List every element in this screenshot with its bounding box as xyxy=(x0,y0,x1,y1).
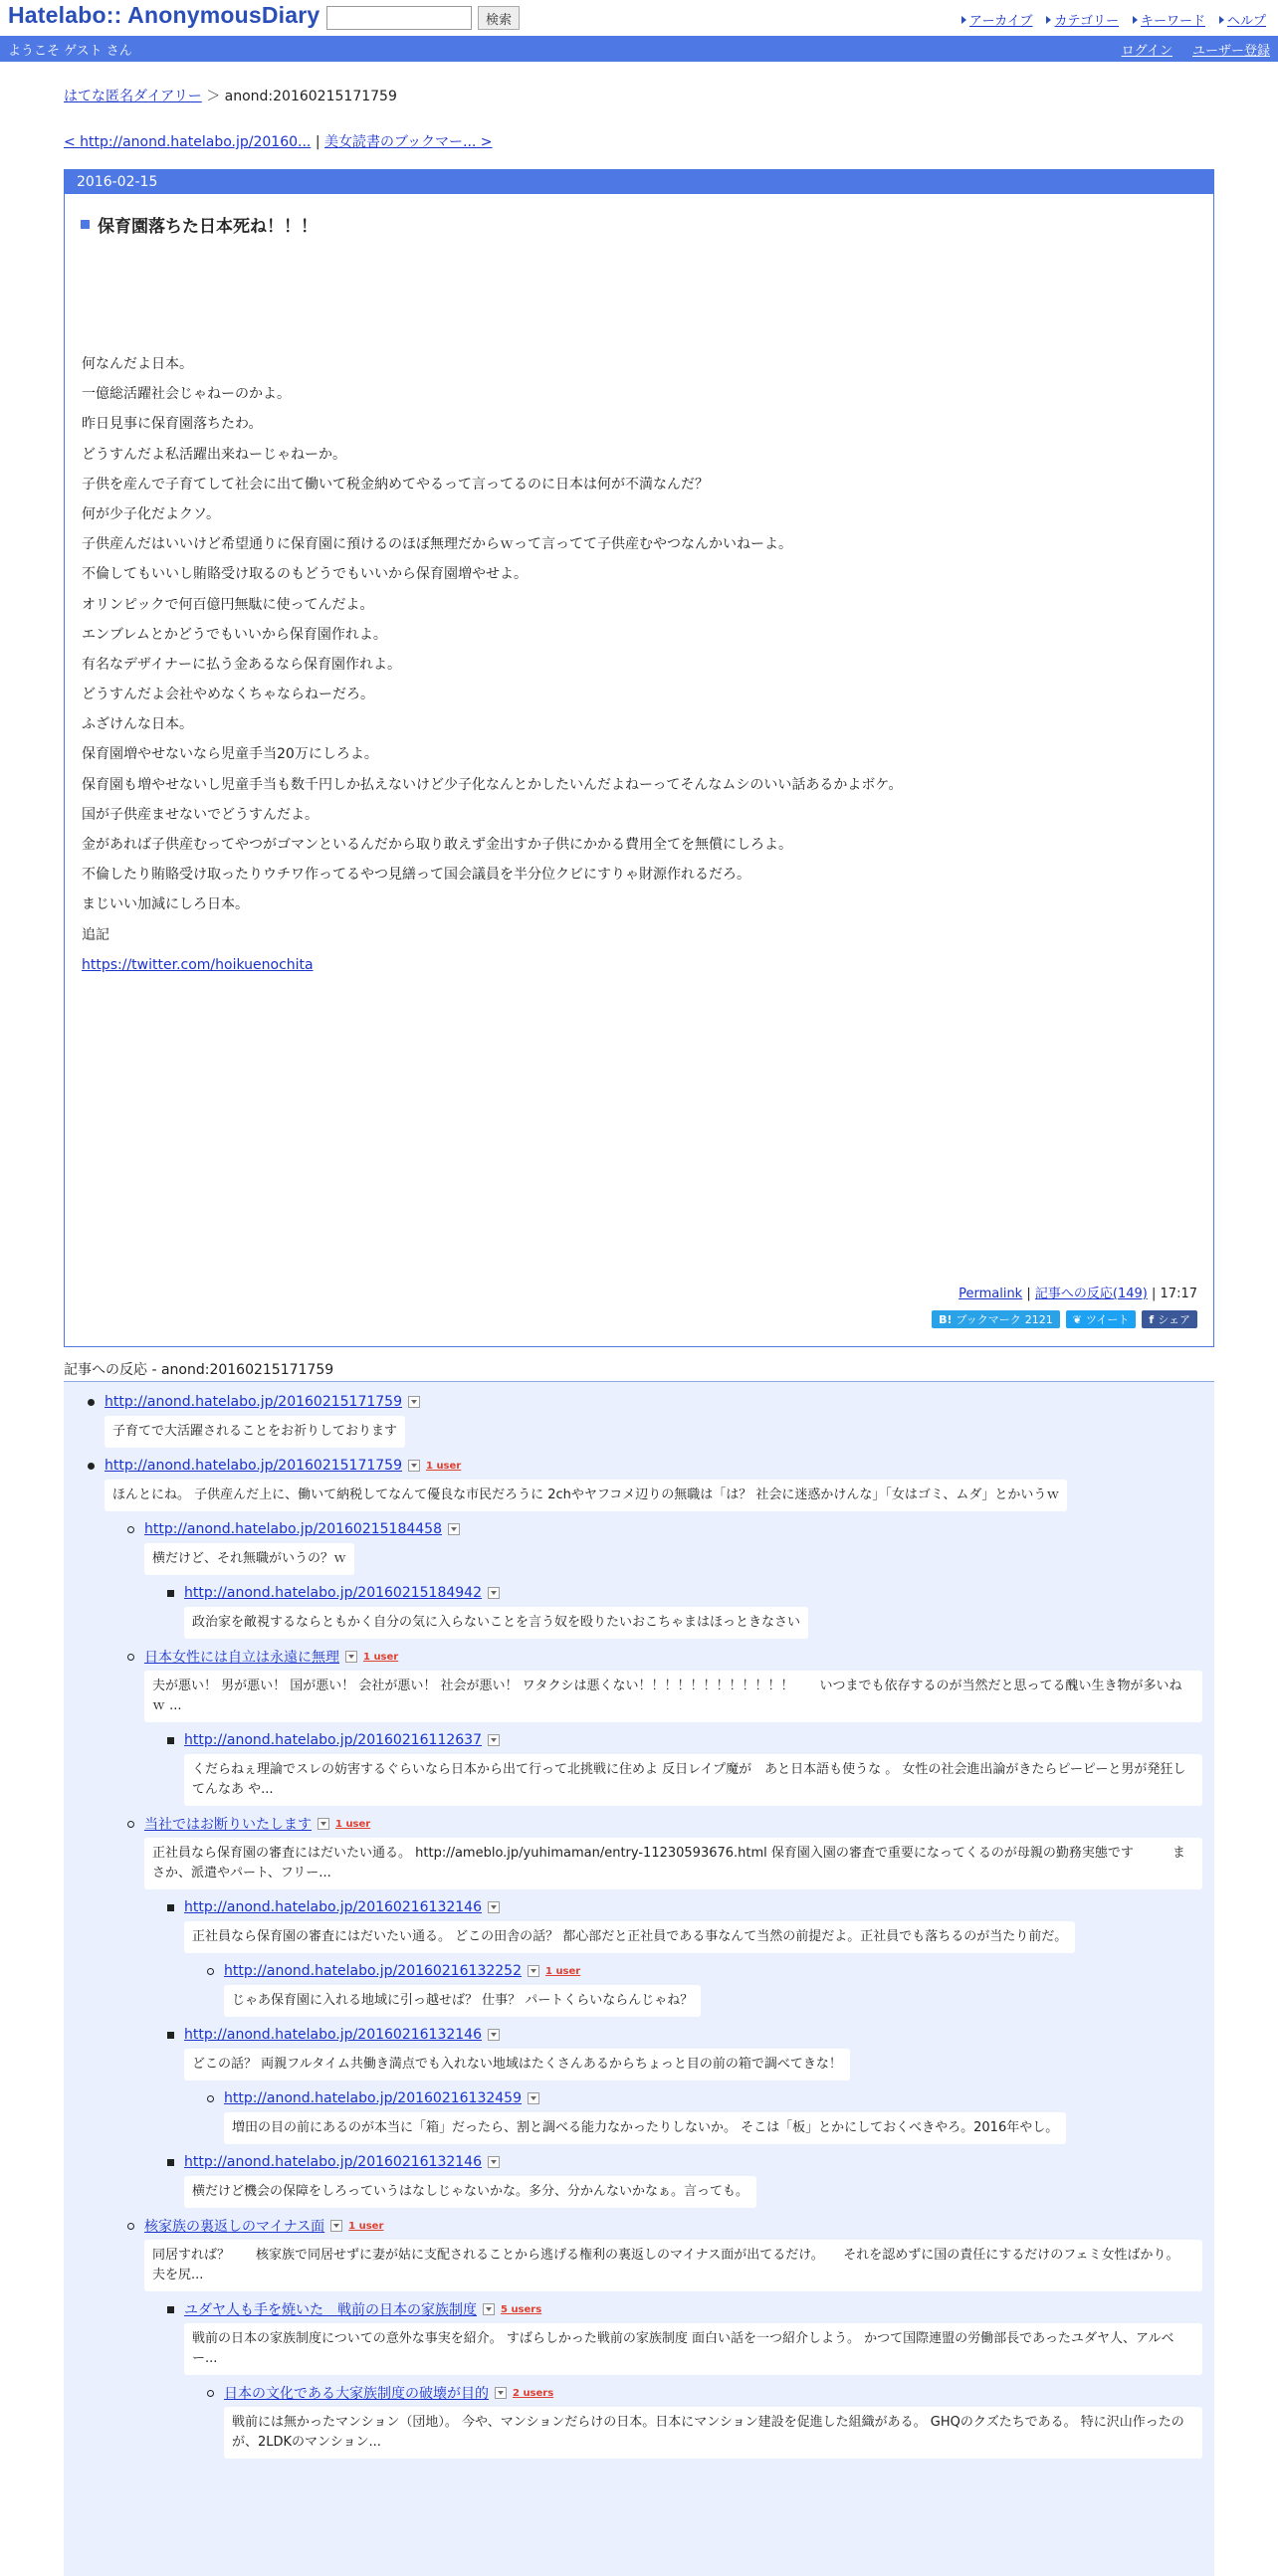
reaction-line xyxy=(224,2086,1214,2110)
square-icon[interactable] xyxy=(81,220,90,229)
reaction-snippet: 正社員なら保育園の審査にはだいたい通る。 どこの田舎の話？ 都心部だと正社員である事なんて当然の前提だよ。正社員でも落ちるのが当たり前だ。 xyxy=(184,1921,1075,1953)
bullet xyxy=(207,1968,214,1975)
entry-line: どうすんだよ私活躍出来ねーじゃねーか。 xyxy=(82,446,346,463)
entry-line: どうすんだよ会社やめなくちゃならねーだろ。 xyxy=(82,687,374,703)
reaction-line xyxy=(184,1581,1214,1605)
bullet xyxy=(127,1821,134,1828)
reaction-snippet: 増田の目の前にあるのが本当に「箱」だったら、割と調べる能力なかったりしないか。 そこは「板」とかにしておくべきやろ。2016年やし。 xyxy=(224,2112,1066,2144)
entry-line: 何なんだよ日本。 xyxy=(82,356,193,372)
arrow-icon xyxy=(961,16,966,24)
nav-archive[interactable] xyxy=(961,10,1033,29)
reaction-line xyxy=(144,1812,1214,1836)
bullet xyxy=(167,1737,174,1744)
footer-separator: | xyxy=(1152,1287,1157,1301)
reaction-snippet: 夫が悪い！ 男が悪い！ 国が悪い！ 会社が悪い！ 社会が悪い！ ワタクシは悪くない！！！！！！！！！！！！ いつまでも依存するのが当然だと思ってる醜い生き物が多いねｗ ... xyxy=(144,1671,1202,1722)
bookmark-users-badge[interactable]: 1 user xyxy=(363,1651,399,1663)
hatena-bookmark-button[interactable] xyxy=(932,1310,1060,1328)
bullet xyxy=(88,1399,95,1406)
breadcrumb-separator: ＞ xyxy=(206,89,221,104)
dropdown-icon[interactable] xyxy=(318,1818,329,1830)
reaction-item xyxy=(64,1390,1214,1448)
entry-title-text: 保育園落ちた日本死ね！！！ xyxy=(98,217,318,237)
reaction-line xyxy=(224,1959,1214,1983)
reaction-line xyxy=(105,1390,1214,1414)
reaction-link[interactable]: http://anond.hatelabo.jp/20160215184942 xyxy=(184,1585,482,1601)
reaction-snippet: 正社員なら保育園の審査にはだいたい通る。 http://ameblo.jp/yuhimaman/entry-11230593676.html 保育園入園の審査で重要になってくるのが母親の勤務実態です まさか、派遣やパート、フリー... xyxy=(144,1838,1202,1889)
nav-category[interactable] xyxy=(1046,10,1118,29)
bookmark-users-badge[interactable]: 1 user xyxy=(545,1965,581,1977)
search-input[interactable] xyxy=(326,6,472,30)
entry-line xyxy=(82,955,1213,985)
dropdown-icon[interactable] xyxy=(488,1901,500,1913)
reaction-item xyxy=(64,1517,1214,1575)
tweet-label: ツイート xyxy=(1085,1313,1130,1326)
welcome-bar xyxy=(0,36,1278,62)
prev-next-nav xyxy=(64,131,1214,151)
register-link[interactable]: ユーザー登録 xyxy=(1191,43,1270,59)
reaction-line xyxy=(144,1517,1214,1541)
reaction-snippet: どこの話？ 両親フルタイム共働き満点でも入れない地域はたくさんあるからちょっと目の前の箱で調べてきな！ xyxy=(184,2049,850,2081)
reaction-item xyxy=(64,1454,1214,1511)
reaction-snippet: じゃあ保育園に入れる地域に引っ越せば？ 仕事？ パートくらいならんじゃね？ xyxy=(224,1985,701,2017)
entry-line: 子供産んだはいいけど希望通りに保育園に預けるのほぼ無理だからｗって言ってて子供産むやつなんかいねーよ。 xyxy=(82,536,792,553)
reaction-link[interactable]: http://anond.hatelabo.jp/20160216132146 xyxy=(184,2154,482,2170)
bullet xyxy=(127,1654,134,1661)
dropdown-icon[interactable] xyxy=(408,1460,420,1472)
dropdown-icon[interactable] xyxy=(495,2387,507,2399)
reaction-item xyxy=(64,2150,1214,2208)
main-content xyxy=(64,86,1214,2576)
bullet xyxy=(88,1463,95,1470)
reaction-link[interactable]: http://anond.hatelabo.jp/20160216132459 xyxy=(224,2090,522,2106)
entry-line: 何が少子化だよクソ。 xyxy=(82,505,221,522)
reaction-item xyxy=(64,2214,1214,2291)
nav-category-link[interactable]: カテゴリー xyxy=(1054,14,1119,29)
reaction-link[interactable]: 日本の文化である大家族制度の破壊が目的 xyxy=(224,2386,489,2402)
welcome-text: ようこそ ゲスト さん xyxy=(8,43,132,59)
login-link[interactable]: ログイン xyxy=(1121,43,1172,59)
share-label: シェア xyxy=(1158,1313,1190,1326)
breadcrumb xyxy=(64,86,1214,105)
entry-line: 追記 xyxy=(82,926,109,943)
nav-keyword-link[interactable]: キーワード xyxy=(1140,14,1205,29)
breadcrumb-home[interactable]: はてな匿名ダイアリー xyxy=(64,89,202,104)
bullet xyxy=(127,1526,134,1533)
hatena-bookmark-icon: B! xyxy=(939,1312,953,1326)
reaction-item xyxy=(64,2297,1214,2375)
reaction-link[interactable]: http://anond.hatelabo.jp/20160216132146 xyxy=(184,2027,482,2043)
bullet xyxy=(167,2306,174,2313)
reaction-snippet: 横だけど機会の保障をしろっていうはなしじゃないかな。多分、分かんないかなぁ。言っても。 xyxy=(184,2176,756,2208)
nav-help[interactable] xyxy=(1219,10,1266,29)
reaction-link[interactable]: http://anond.hatelabo.jp/20160215184458 xyxy=(144,1521,442,1537)
reaction-line xyxy=(144,2214,1214,2238)
reaction-item xyxy=(64,1812,1214,1889)
nav-keyword[interactable] xyxy=(1133,10,1205,29)
next-entry-link[interactable]: 美女読書のブックマー... > xyxy=(323,134,493,150)
bullet xyxy=(207,2390,214,2397)
entry-line: 子供を産んで子育てして社会に出て働いて税金納めてやるって言ってるのに日本は何が不満なんだ？ xyxy=(82,476,709,493)
reaction-line xyxy=(184,2023,1214,2047)
entry-line: 一億総活躍社会じゃねーのかよ。 xyxy=(82,386,291,403)
dropdown-icon[interactable] xyxy=(345,1651,357,1663)
reaction-line xyxy=(184,1895,1214,1919)
reaction-item xyxy=(64,2086,1214,2144)
entry-time: 17:17 xyxy=(1160,1287,1197,1301)
bookmark-label: ブックマーク xyxy=(956,1313,1021,1326)
breadcrumb-current: anond:20160215171759 xyxy=(224,89,397,104)
dropdown-icon[interactable] xyxy=(488,2156,500,2168)
facebook-share-button[interactable] xyxy=(1142,1310,1197,1328)
reaction-link[interactable]: http://anond.hatelabo.jp/20160215171759 xyxy=(105,1394,402,1410)
bullet xyxy=(167,1590,174,1597)
entry-line: まじいい加減にしろ日本。 xyxy=(82,896,249,913)
site-logo[interactable]: Hatelabo:: AnonymousDiary xyxy=(8,2,320,28)
bookmark-count: 2121 xyxy=(1024,1312,1053,1326)
entry-line: 有名なデザイナーに払う金あるなら保育園作れよ。 xyxy=(82,656,402,673)
reaction-link[interactable]: 核家族の裏返しのマイナス面 xyxy=(144,2219,325,2235)
arrow-icon xyxy=(1133,16,1138,24)
entry-line: 保育園増やせないなら児童手当20万にしろよ。 xyxy=(82,746,378,763)
reaction-line xyxy=(184,2150,1214,2174)
entry-body xyxy=(82,354,1213,985)
bookmark-users-badge[interactable]: 1 user xyxy=(335,1818,371,1830)
reactions-link[interactable]: 記事への反応(149) xyxy=(1034,1287,1148,1301)
reaction-item xyxy=(64,2023,1214,2081)
dropdown-icon[interactable] xyxy=(330,2220,342,2232)
reaction-snippet: 子育てで大活躍されることをお祈りしております xyxy=(105,1416,405,1448)
reaction-snippet: 同居すれば？ 核家族で同居せずに妻が姑に支配されることから逃げる権利の裏返しのマイナス面が出てるだけ。 それを認めずに国の責任にするだけのフェミ女性ばかり。 夫を尻... xyxy=(144,2240,1202,2291)
reaction-link[interactable]: http://anond.hatelabo.jp/20160216132252 xyxy=(224,1963,522,1979)
reaction-link[interactable]: http://anond.hatelabo.jp/20160216132146 xyxy=(184,1899,482,1915)
entry-title xyxy=(81,212,1213,237)
footer-separator: | xyxy=(1026,1287,1031,1301)
entry-line: ふざけんな日本。 xyxy=(82,716,193,733)
twitter-bird-icon: ❦ xyxy=(1072,1312,1082,1326)
reaction-link[interactable]: ユダヤ人も手を焼いた 戦前の日本の家族制度 xyxy=(184,2302,477,2318)
permalink[interactable]: Permalink xyxy=(958,1287,1023,1301)
arrow-icon xyxy=(1046,16,1051,24)
reaction-item xyxy=(64,1728,1214,1806)
dropdown-icon[interactable] xyxy=(528,2092,539,2104)
twitter-link[interactable]: https://twitter.com/hoikuenochita xyxy=(82,956,314,973)
bullet xyxy=(167,2032,174,2039)
entry-line: 昨日見事に保育園落ちたわ。 xyxy=(82,416,263,433)
bookmark-users-badge[interactable]: 2 users xyxy=(513,2387,554,2399)
share-buttons xyxy=(932,1310,1197,1328)
entry-line: 不倫したり賄賂受け取ったりウチワ作ってるやつ見繕って国会議員を半分位クビにすりゃ財源作れるだろ。 xyxy=(82,867,750,884)
reaction-snippet: 政治家を敵視するならともかく自分の気に入らないことを言う奴を殴りたいおこちゃまはほっときなさい xyxy=(184,1607,808,1639)
bullet xyxy=(127,2223,134,2230)
reaction-item xyxy=(64,2381,1214,2459)
reaction-item xyxy=(64,1645,1214,1722)
bookmark-users-badge[interactable]: 5 users xyxy=(501,2303,542,2315)
reaction-link[interactable]: http://anond.hatelabo.jp/20160216112637 xyxy=(184,1732,482,1748)
bookmark-users-badge[interactable]: 1 user xyxy=(348,2220,384,2232)
arrow-icon xyxy=(1219,16,1224,24)
entry-footer xyxy=(958,1283,1197,1301)
dropdown-icon[interactable] xyxy=(528,1965,539,1977)
reaction-line xyxy=(105,1454,1214,1478)
reactions-list xyxy=(64,1390,1214,2459)
diary-entry xyxy=(64,169,1214,1347)
dropdown-icon[interactable] xyxy=(488,1734,500,1746)
dropdown-icon[interactable] xyxy=(488,1587,500,1599)
bookmark-users-badge[interactable]: 1 user xyxy=(426,1460,462,1472)
reaction-line xyxy=(184,1728,1214,1752)
reaction-link[interactable]: http://anond.hatelabo.jp/20160215171759 xyxy=(105,1458,402,1474)
reaction-line xyxy=(144,1645,1214,1669)
dropdown-icon[interactable] xyxy=(408,1396,420,1408)
reaction-snippet: くだらねぇ理論でスレの妨害するぐらいなら日本から出て行って北挑戦に住めよ 反日レイプ魔が あと日本語も使うな 。 女性の社会進出論がきたらピーピーと男が発狂してんなあ や... xyxy=(184,1754,1202,1806)
search-button[interactable]: 検索 xyxy=(478,6,520,30)
facebook-icon: f xyxy=(1149,1312,1155,1326)
reaction-item xyxy=(64,1959,1214,2017)
dropdown-icon[interactable] xyxy=(488,2029,500,2041)
bullet xyxy=(167,2159,174,2166)
entry-line: 不倫してもいいし賄賂受け取るのもどうでもいいから保育園増やせよ。 xyxy=(82,566,528,583)
top-bar xyxy=(0,0,1278,36)
bullet xyxy=(167,1904,174,1911)
reaction-snippet: 戦前には無かったマンション（団地）。 今や、マンションだらけの日本。日本にマンション建設を促進した組織がある。 GHQのクズたちである。 特に沢山作ったのが、2LDKのマンション... xyxy=(224,2407,1202,2459)
reaction-item xyxy=(64,1581,1214,1639)
reaction-line xyxy=(184,2297,1214,2321)
reaction-snippet: ほんとにね。 子供産んだ上に、働いて納税してなんて優良な市民だろうに 2chやヤフコメ辺りの無職は「は？ 社会に迷惑かけんな」「女はゴミ、ムダ」とかいうｗ xyxy=(105,1480,1067,1511)
bullet xyxy=(207,2095,214,2102)
dropdown-icon[interactable] xyxy=(448,1523,460,1535)
entry-line: オリンピックで何百億円無駄に使ってんだよ。 xyxy=(82,596,374,613)
dropdown-icon[interactable] xyxy=(483,2303,495,2315)
reaction-link[interactable]: 日本女性には自立は永遠に無理 xyxy=(144,1650,339,1666)
prev-entry-link[interactable]: < http://anond.hatelabo.jp/20160... xyxy=(64,134,312,150)
entry-line: 金があれば子供産むってやつがゴマンといるんだから取り敢えず金出すか子供にかかる費用全てを無償にしろよ。 xyxy=(82,837,792,853)
reaction-line xyxy=(224,2381,1214,2405)
entry-line: 保育園も増やせないし児童手当も数千円しか払えないけど少子化なんとかしたいんだよねーってそんなムシのいい話あるかよボケ。 xyxy=(82,776,903,793)
reactions-header: 記事への反応 - anond:20160215171759 xyxy=(64,1359,1214,1382)
reaction-link[interactable]: 当社ではお断りいたします xyxy=(144,1817,312,1833)
tweet-button[interactable] xyxy=(1066,1310,1137,1328)
reactions-tree xyxy=(64,1382,1214,2576)
reaction-snippet: 戦前の日本の家族制度についての意外な事実を紹介。 すばらしかった戦前の家族制度 面白い話を一つ紹介しよう。 かつて国際連盟の労働部長であったユダヤ人、アルベー... xyxy=(184,2323,1202,2375)
entry-line: エンブレムとかどうでもいいから保育園作れよ。 xyxy=(82,626,387,643)
top-nav xyxy=(961,10,1266,29)
reaction-snippet: 横だけど、それ無職がいうの？ｗ xyxy=(144,1543,354,1575)
entry-date: 2016-02-15 xyxy=(65,170,1213,194)
nav-help-link[interactable]: ヘルプ xyxy=(1226,14,1266,29)
prev-next-separator: | xyxy=(315,134,320,150)
reaction-item xyxy=(64,1895,1214,1953)
entry-line: 国が子供産ませないでどうすんだよ。 xyxy=(82,806,319,823)
nav-archive-link[interactable]: アーカイブ xyxy=(968,14,1033,29)
